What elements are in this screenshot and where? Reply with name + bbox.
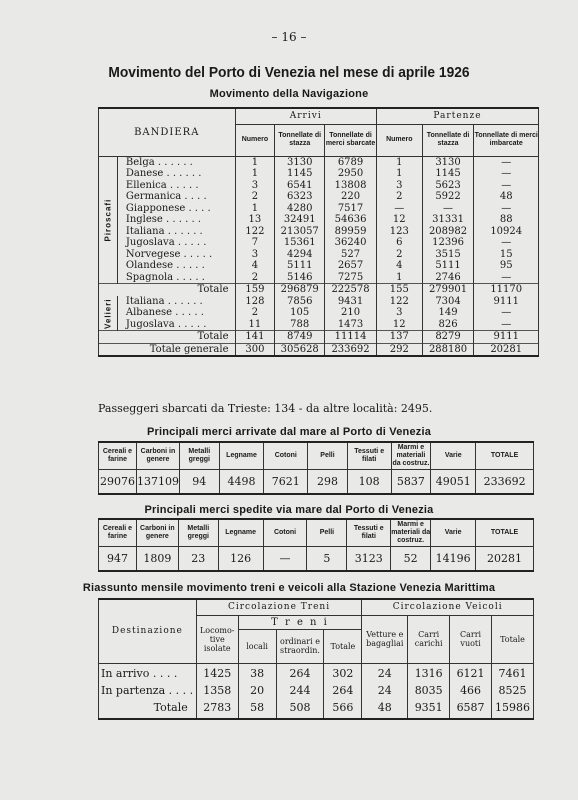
cell-tot: 264 [324,683,362,697]
cell-p-merci: 9111 [474,296,539,308]
cell-a-num: 1 [235,203,275,215]
cell-p-num: 2 [376,191,422,203]
cell-vett: 24 [362,683,408,697]
goods-value: 7621 [264,470,308,494]
header-partenze-imbarcate: Tonnellate di merci imbarcate [474,124,539,156]
cell-a-num: 3 [235,249,275,261]
cell-a-merci: 89959 [325,226,377,238]
cell-p-merci: 88 [474,214,539,226]
cell-p-num: 3 [376,180,422,192]
cell-p-num: — [376,203,422,215]
cell-a-staz: 7856 [275,296,325,308]
total-tot2: 15986 [492,697,534,719]
cell-p-num: 3 [376,307,422,319]
cell-p-merci: — [474,156,539,168]
goods-header: Carboni in genere [136,442,179,470]
goods-header: Legname [218,519,263,547]
flag-name: Albanese . . . . . [117,307,235,319]
cell-p-merci: — [474,307,539,319]
goods-header: Tessuti e filati [347,442,391,470]
flag-name: Spagnola . . . . . [117,272,235,284]
cell-p-merci: — [474,272,539,284]
total-a-merci: 222578 [325,284,377,296]
total-p-merci: 9111 [474,331,539,344]
header-carri-vuoti: Carri vuoti [450,615,492,663]
arrived-goods-subtitle: Principali merci arrivate dal mare al Porto di Venezia [146,426,432,438]
cell-p-num: 2 [376,249,422,261]
cell-p-staz: 149 [422,307,474,319]
cell-a-staz: 6323 [275,191,325,203]
header-arrivi-sbarcate: Tonnellate di merci sbarcate [325,124,377,156]
cell-a-staz: 15361 [275,237,325,249]
total-a-merci: 233692 [325,343,377,356]
goods-value: 3123 [347,547,391,571]
header-carri-carichi: Carri carichi [408,615,450,663]
cell-p-merci: 10924 [474,226,539,238]
goods-header: Pelli [308,442,348,470]
cell-p-merci: — [474,168,539,180]
cell-tot2: 8525 [492,683,534,697]
header-partenze-numero: Numero [376,124,422,156]
cell-a-merci: 210 [325,307,377,319]
table-row [99,663,534,683]
total-p-merci: 11170 [474,284,539,296]
cell-a-staz: 105 [275,307,325,319]
cell-a-merci: 6789 [325,156,377,168]
cell-a-num: 13 [235,214,275,226]
header-destinazione: Destinazione [99,599,197,663]
flag-name: Germanica . . . . [117,191,235,203]
cell-a-merci: 2657 [325,260,377,272]
cell-ord: 244 [276,683,324,697]
goods-value: 5 [307,547,347,571]
navigation-subtitle: Movimento della Navigazione [209,88,369,100]
cell-p-num: 12 [376,214,422,226]
goods-value: 126 [218,547,263,571]
page-number: – 16 – [271,30,307,44]
cell-a-num: 1 [235,168,275,180]
total-a-num: 141 [235,331,275,344]
goods-value: 137109 [136,470,179,494]
cell-p-num: 123 [376,226,422,238]
total-loc: 2783 [196,697,238,719]
cell-a-num: 122 [235,226,275,238]
table-row [99,249,539,261]
header-partenze-stazza: Tonnellate di stazza [422,124,474,156]
header-totale-veicoli: Totale [492,615,534,663]
cell-a-staz: 3130 [275,156,325,168]
cell-p-merci: — [474,180,539,192]
destination-label: In partenza . . . . [99,683,197,697]
goods-value: 52 [391,547,431,571]
table-row [99,191,539,203]
cell-p-staz: 5111 [422,260,474,272]
cell-a-num: 128 [235,296,275,308]
goods-header: Carboni in genere [136,519,178,547]
cell-a-staz: 4294 [275,249,325,261]
group-label-piroscafi: Piroscafi [99,156,118,284]
header-locali: locali [238,629,276,663]
cell-a-staz: 213057 [275,226,325,238]
goods-header: TOTALE [476,519,534,547]
total-vett: 48 [362,697,408,719]
cell-p-staz: 5623 [422,180,474,192]
cell-a-staz: 5111 [275,260,325,272]
header-arrivi-numero: Numero [235,124,275,156]
table-row [99,272,539,284]
cell-a-num: 4 [235,260,275,272]
arrived-goods-table [98,441,534,495]
total-carichi: 9351 [408,697,450,719]
goods-value: 94 [179,470,219,494]
flag-name: Olandese . . . . . [117,260,235,272]
flag-name: Norvegese . . . . . [117,249,235,261]
cell-a-num: 7 [235,237,275,249]
flag-name: Jugoslava . . . . . [117,237,235,249]
shipped-goods-table [98,518,534,572]
cell-a-num: 2 [235,307,275,319]
cell-a-staz: 4280 [275,203,325,215]
header-locomotive: Locomo-tive isolate [196,615,238,663]
goods-value: 5837 [391,470,431,494]
total-p-num: 137 [376,331,422,344]
goods-header: Marmi e materiali da costruz. [391,519,431,547]
header-circolazione-treni: Circolazione Treni [196,599,362,615]
cell-p-num: 4 [376,260,422,272]
cell-locali: 38 [238,663,276,683]
cell-carichi: 8035 [408,683,450,697]
header-vetture: Vetture e bagagliai [362,615,408,663]
goods-header: Legname [219,442,264,470]
flag-name: Italiana . . . . . . [117,226,235,238]
total-a-num: 159 [235,284,275,296]
trains-table [98,598,534,720]
goods-header: Cotoni [264,442,308,470]
total-label: Totale generale [99,343,236,356]
cell-p-staz: 7304 [422,296,474,308]
cell-a-merci: 220 [325,191,377,203]
cell-p-merci: — [474,319,539,331]
cell-a-merci: 54636 [325,214,377,226]
cell-p-num: 1 [376,272,422,284]
cell-a-merci: 13808 [325,180,377,192]
total-label: Totale [99,284,236,296]
cell-vett: 24 [362,663,408,683]
header-ordinari: ordinari e straordin. [276,629,324,663]
piroscafi-total-row [99,284,539,296]
goods-value: 108 [347,470,391,494]
cell-p-staz: 2746 [422,272,474,284]
flag-name: Belga . . . . . . [117,156,235,168]
header-circolazione-veicoli: Circolazione Veicoli [362,599,534,615]
total-p-num: 292 [376,343,422,356]
cell-a-merci: 36240 [325,237,377,249]
total-p-staz: 279901 [422,284,474,296]
goods-value: — [263,547,307,571]
table-row [99,168,539,180]
goods-value: 14196 [431,547,476,571]
table-row [99,307,539,319]
cell-p-merci: 48 [474,191,539,203]
total-p-merci: 20281 [474,343,539,356]
total-locali: 58 [238,697,276,719]
cell-carichi: 1316 [408,663,450,683]
cell-a-num: 1 [235,156,275,168]
table-row [99,203,539,215]
table-row [99,237,539,249]
goods-header: Metalli greggi [179,442,219,470]
cell-tot: 302 [324,663,362,683]
goods-value: 23 [178,547,218,571]
total-vuoti: 6587 [450,697,492,719]
total-tot: 566 [324,697,362,719]
cell-p-merci: 95 [474,260,539,272]
cell-p-num: 1 [376,156,422,168]
cell-vuoti: 6121 [450,663,492,683]
velieri-total-row [99,331,539,344]
table-row [99,226,539,238]
cell-a-merci: 9431 [325,296,377,308]
goods-value: 4498 [219,470,264,494]
navigation-table [98,107,539,357]
cell-a-num: 2 [235,191,275,203]
goods-header: Metalli greggi [178,519,218,547]
goods-value: 49051 [431,470,476,494]
cell-a-staz: 5146 [275,272,325,284]
goods-header: Cereali e farine [99,519,137,547]
total-label: Totale [99,331,236,344]
cell-locali: 20 [238,683,276,697]
goods-header: TOTALE [476,442,534,470]
header-bandiera: BANDIERA [99,108,236,156]
total-p-staz: 8279 [422,331,474,344]
total-a-num: 300 [235,343,275,356]
cell-p-merci: 15 [474,249,539,261]
trains-subtitle: Riassunto mensile movimento treni e veicoli alla Stazione Venezia Marittima [82,582,496,594]
header-partenze: Partenze [376,108,538,124]
cell-tot2: 7461 [492,663,534,683]
page-title: Movimento del Porto di Venezia nel mese di aprile 1926 [108,64,470,81]
total-a-staz: 305628 [275,343,325,356]
cell-ord: 264 [276,663,324,683]
flag-name: Italiana . . . . . . [117,296,235,308]
passengers-note: Passeggeri sbarcati da Trieste: 134 - da altre località: 2495. [98,402,433,415]
cell-a-merci: 7517 [325,203,377,215]
cell-p-merci: — [474,203,539,215]
cell-p-num: 12 [376,319,422,331]
header-arrivi-stazza: Tonnellate di stazza [275,124,325,156]
cell-a-merci: 1473 [325,319,377,331]
cell-loc: 1358 [196,683,238,697]
table-row [99,180,539,192]
goods-value: 29076 [99,470,137,494]
cell-a-staz: 32491 [275,214,325,226]
cell-p-staz: 3515 [422,249,474,261]
header-arrivi: Arrivi [235,108,376,124]
total-p-num: 155 [376,284,422,296]
table-row [99,214,539,226]
cell-p-staz: 31331 [422,214,474,226]
total-ord: 508 [276,697,324,719]
goods-header: Pelli [307,519,347,547]
goods-header: Cotoni [263,519,307,547]
cell-p-staz: 12396 [422,237,474,249]
cell-p-num: 1 [376,168,422,180]
flag-name: Ellenica . . . . . [117,180,235,192]
cell-p-staz: 5922 [422,191,474,203]
total-a-merci: 11114 [325,331,377,344]
destination-label: In arrivo . . . . [99,663,197,683]
cell-a-staz: 6541 [275,180,325,192]
cell-p-num: 122 [376,296,422,308]
cell-vuoti: 466 [450,683,492,697]
cell-p-staz: 208982 [422,226,474,238]
goods-value: 20281 [476,547,534,571]
total-a-staz: 8749 [275,331,325,344]
cell-a-num: 3 [235,180,275,192]
cell-a-staz: 1145 [275,168,325,180]
cell-p-staz: 826 [422,319,474,331]
cell-p-staz: 3130 [422,156,474,168]
flag-name: Giapponese . . . . [117,203,235,215]
total-label: Totale [99,697,197,719]
flag-name: Danese . . . . . . [117,168,235,180]
goods-header: Tessuti e filati [347,519,391,547]
cell-a-num: 11 [235,319,275,331]
table-row [99,683,534,697]
table-row [99,260,539,272]
goods-value: 298 [308,470,348,494]
cell-a-merci: 527 [325,249,377,261]
flag-name: Jugoslava . . . . . [117,319,235,331]
table-row [99,156,539,168]
flag-name: Inglese . . . . . . [117,214,235,226]
goods-value: 1809 [136,547,178,571]
cell-p-merci: — [474,237,539,249]
cell-p-staz: 1145 [422,168,474,180]
cell-p-staz: — [422,203,474,215]
goods-header: Cereali e farine [99,442,137,470]
cell-a-staz: 788 [275,319,325,331]
cell-loc: 1425 [196,663,238,683]
group-label-velieri: Velieri [99,296,118,331]
cell-p-num: 6 [376,237,422,249]
cell-a-merci: 7275 [325,272,377,284]
shipped-goods-subtitle: Principali merci spedite via mare dal Porto di Venezia [144,504,434,516]
goods-value: 233692 [476,470,534,494]
total-a-staz: 296879 [275,284,325,296]
trains-total-row [99,697,534,719]
goods-header: Marmi e materiali da costruz. [391,442,431,470]
header-totale-treni: Totale [324,629,362,663]
table-row [99,296,539,308]
table-row [99,319,539,331]
goods-value: 947 [99,547,137,571]
cell-a-merci: 2950 [325,168,377,180]
grand-total-row [99,343,539,356]
total-p-staz: 288180 [422,343,474,356]
cell-a-num: 2 [235,272,275,284]
goods-header: Varie [431,442,476,470]
header-treni: T r e n i [238,615,362,629]
goods-header: Varie [431,519,476,547]
